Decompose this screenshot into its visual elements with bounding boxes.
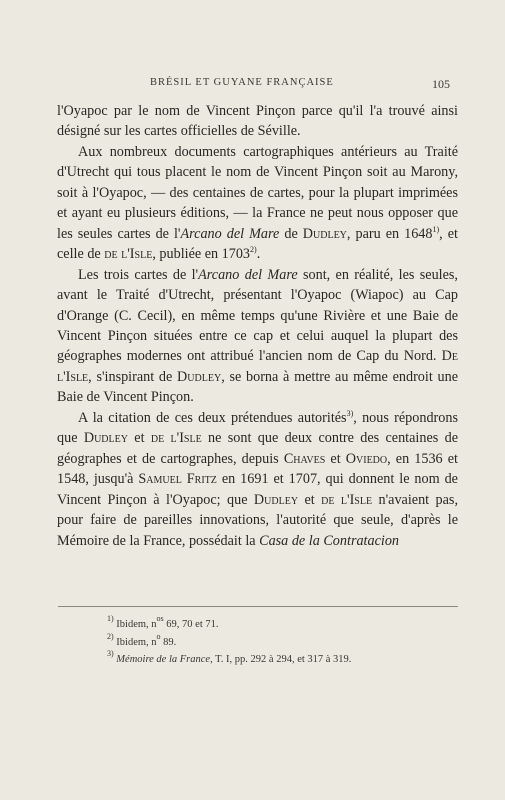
paragraph-1: l'Oyapoc par le nom de Vincent Pinçon parce qu'il l'a trouvé ainsi désigné sur les cartes officielles de Séville. xyxy=(57,103,458,140)
footnote-ref: 3) xyxy=(346,408,354,418)
author-name: De l'Isle xyxy=(57,348,458,385)
work-title: Arcano del Mare xyxy=(198,266,298,283)
footnotes xyxy=(107,616,351,669)
author-name: de l'Isle xyxy=(104,246,153,263)
author-name: de l'Isle xyxy=(321,491,373,508)
footnote-divider xyxy=(58,606,458,607)
footnote-1: $^{1)}$ Ibidem, $n^{os}$ 69, 70 et 71. xyxy=(107,614,219,630)
body-text xyxy=(57,101,458,551)
footnote-ref: 2) xyxy=(250,245,257,255)
author-name: Chaves xyxy=(283,450,326,467)
footnote-ref: 1) xyxy=(432,224,440,234)
author-name: Samuel Fritz xyxy=(138,471,217,488)
paragraph-4: A la citation de ces deux prétendues autorités$^{3)}$, nous répondrons que Dudley et de l'Isle ne sont que deux contre des centaines de géographes et de cartographes, depuis Chaves et Oviedo, en 1536 et 1548, jusqu'à Samuel Fritz en 1691 et 1707, qui donnent le nom de Vincent Pinçon à l'Oyapoc; que Dudley et de l'Isle n'avaient pas, pour faire de pareilles innovations, l'autorité que seule, d'après le Mémoire de la France, possédait la Casa de la Contratacion xyxy=(57,408,459,549)
running-title: BRÉSIL ET GUYANE FRANÇAISE xyxy=(150,77,334,88)
paragraph-2: Aux nombreux documents cartographiques antérieurs au Traité d'Utrecht qui tous placent le nom de Vincent Pinçon soit au Marony, soit à l'Oyapoc, — des centaines de cartes, pour la plupart imprimées et ayant eu plusieurs éditions, — la France ne peut nous opposer que les seules cartes de l'Arcano del Mare de Dudley, paru en 1648$^{1)}$, et celle de de l'Isle, publiée en 1703$^{2)}$. xyxy=(57,143,458,263)
work-title: Arcano del Mare xyxy=(180,225,280,242)
author-name: de l'Isle xyxy=(150,430,202,447)
author-name: Dudley xyxy=(83,430,128,447)
footnote-3: $^{3)}$ Mémoire de la France, T. I, pp. 292 à 294, et 317 à 319. xyxy=(107,649,352,665)
author-name: Dudley xyxy=(177,368,222,385)
page-number: 105 xyxy=(432,77,450,91)
author-name: Dudley xyxy=(253,491,299,508)
author-name: Oviedo xyxy=(345,450,388,467)
work-title: Casa de la Contratacion xyxy=(259,532,400,549)
author-name: Dudley xyxy=(302,225,347,242)
footnote-2: $^{2)}$ Ibidem, $n^o$ 89. xyxy=(107,631,177,648)
paragraph-3: Les trois cartes de l'Arcano del Mare sont, en réalité, les seules, avant le Traité d'Utrecht, présentant l'Oyapoc (Wiapoc) au Cap d'Orange (C. Cecil), en même temps qu'une Rivière et une Baie de Vincent Pinçon situées entre ce cap et celui auquel la plupart des géographes modernes ont attribué l'ancien nom de Cap du Nord. De l'Isle, s'inspirant de Dudley, se borna à mettre au même endroit une Baie de Vincent Pinçon. xyxy=(57,266,458,406)
